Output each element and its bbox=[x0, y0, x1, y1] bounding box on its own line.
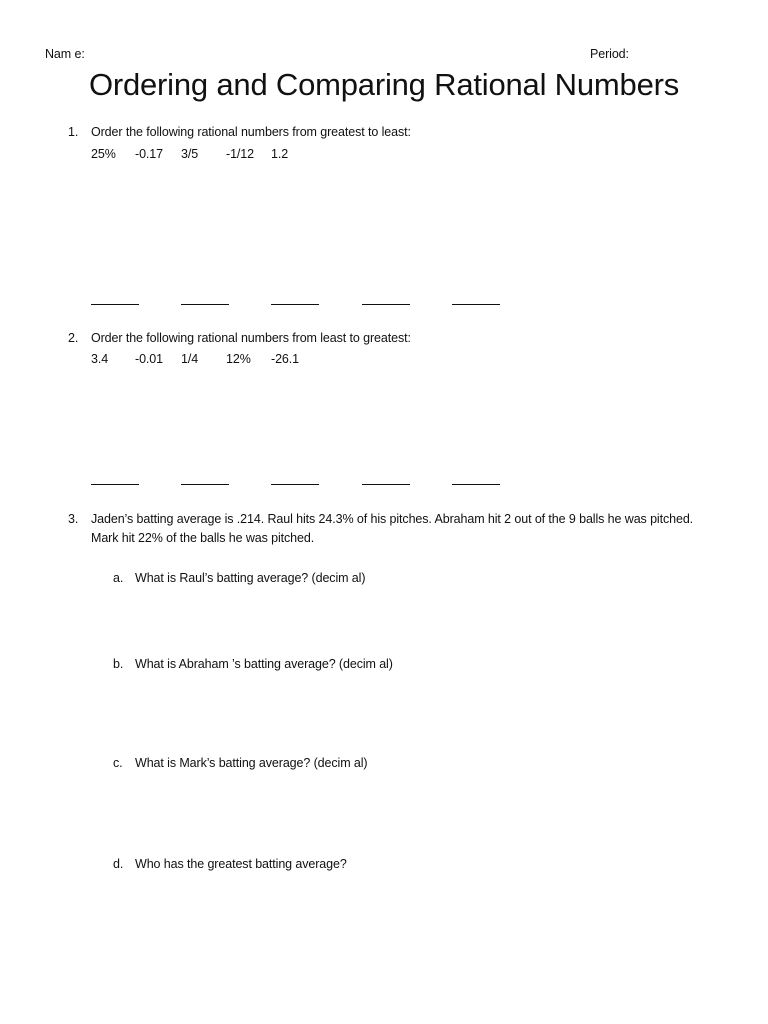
subquestion-text: What is Abraham ’s batting average? (decim al) bbox=[135, 657, 393, 671]
answer-blank[interactable] bbox=[271, 484, 319, 485]
subquestion-letter: b. bbox=[113, 657, 124, 671]
value-item: 1/4 bbox=[181, 352, 199, 366]
answer-blank[interactable] bbox=[181, 484, 229, 485]
name-label: Nam e: bbox=[45, 47, 85, 61]
subquestion-text: Who has the greatest batting average? bbox=[135, 857, 347, 871]
question-prompt-line: Mark hit 22% of the balls he was pitched. bbox=[91, 531, 315, 545]
question-number: 3. bbox=[68, 512, 79, 526]
answer-blank[interactable] bbox=[91, 304, 139, 305]
subquestion-text: What is Mark’s batting average? (decim al) bbox=[135, 756, 368, 770]
subquestion-letter: c. bbox=[113, 756, 123, 770]
value-item: -26.1 bbox=[271, 352, 299, 366]
value-item: 25% bbox=[91, 147, 116, 161]
question-number: 1. bbox=[68, 125, 79, 139]
answer-blank[interactable] bbox=[452, 484, 500, 485]
value-item: 12% bbox=[226, 352, 251, 366]
question-prompt-line: Jaden’s batting average is .214. Raul hits 24.3% of his pitches. Abraham hit 2 out of the 9 balls he was pitched. bbox=[91, 512, 694, 526]
answer-blank[interactable] bbox=[271, 304, 319, 305]
question-number: 2. bbox=[68, 331, 79, 345]
value-item: -0.01 bbox=[135, 352, 163, 366]
answer-blank[interactable] bbox=[362, 484, 410, 485]
subquestion-letter: d. bbox=[113, 857, 124, 871]
question-prompt: Order the following rational numbers from greatest to least: bbox=[91, 125, 411, 139]
subquestion-letter: a. bbox=[113, 571, 124, 585]
period-label: Period: bbox=[590, 47, 629, 61]
answer-blank[interactable] bbox=[452, 304, 500, 305]
value-item: 3.4 bbox=[91, 352, 109, 366]
answer-blank[interactable] bbox=[181, 304, 229, 305]
value-item: 1.2 bbox=[271, 147, 289, 161]
value-item: 3/5 bbox=[181, 147, 199, 161]
value-item: -0.17 bbox=[135, 147, 163, 161]
answer-blank[interactable] bbox=[91, 484, 139, 485]
worksheet-title: Ordering and Comparing Rational Numbers bbox=[88, 67, 680, 102]
subquestion-text: What is Raul’s batting average? (decim al) bbox=[135, 571, 366, 585]
answer-blank[interactable] bbox=[362, 304, 410, 305]
value-item: -1/12 bbox=[226, 147, 254, 161]
question-prompt: Order the following rational numbers from least to greatest: bbox=[91, 331, 411, 345]
